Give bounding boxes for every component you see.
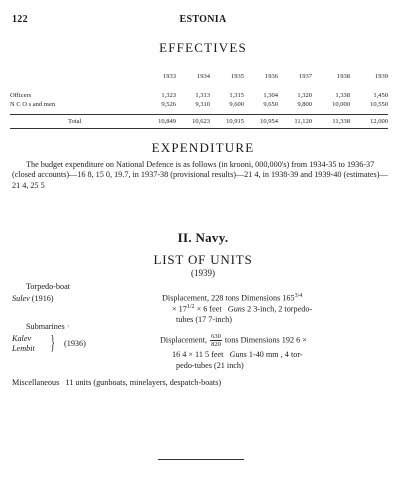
desc-text: tons Dimensions 192 6 × [224,335,307,345]
list-of-units-title: LIST OF UNITS [153,252,253,267]
desc-text: Displacement, 228 tons Dimensions 165 [162,293,295,303]
table-cell: 11,120 [278,115,312,129]
misc-label: Miscellaneous [12,378,60,387]
table-cell: 9,526 [161,101,176,108]
torpedo-boat-name-line [12,294,54,303]
expenditure-paragraph: The budget expenditure on National Defence is as follows (in krooni, 000,000's) from 1934-35 to 1936-37 (closed accounts)—16 8, 15 0, 19.7, in 1937-38 (provisional results)—21 4, in 1938-39 and 1939-40 (estimates)—21 4, 25 5 [12,160,388,190]
row-label: N C O s and men [10,101,55,108]
year-cell: 1934 [197,73,210,80]
table-cell: 11,338 [312,115,350,129]
torpedo-boat-desc-line1 [162,293,302,303]
expenditure-title: EXPENDITURE [151,140,255,155]
submarines-desc-line2 [172,350,303,359]
fraction: 3/4 [294,293,303,299]
table-row [10,91,388,100]
list-year: (1939) [191,268,215,278]
fraction-numerator: 630 [211,333,221,340]
submarine-name: Kalev [12,334,32,343]
table-cell: 10,954 [244,115,278,129]
displacement-fraction [210,333,222,348]
table-cell: 1,304 [263,92,278,99]
desc-text: Displacement, [160,335,208,345]
torpedo-boat-desc-line3: tubes (17 7-inch) [176,315,232,324]
table-cell: 9,650 [263,101,278,108]
table-cell: 9,310 [195,101,210,108]
misc-text: 11 units (gunboats, minelayers, despatch-boats) [65,378,222,387]
guns-label: Guns [229,350,247,359]
desc-text: 1-40 mm , 4 tor- [248,350,303,359]
fraction-denominator: 820 [211,341,221,348]
year-cell: 1937 [299,73,312,80]
year-header-row [10,72,388,81]
submarines-category: Submarines · [26,322,70,331]
miscellaneous-line [12,378,221,387]
table-cell: 9,600 [229,101,244,108]
table-cell: 1,313 [195,92,210,99]
submarine-name-kalev [12,334,31,343]
table-cell: 1,315 [229,92,244,99]
running-title: ESTONIA [179,14,227,25]
table-cell: 1,323 [161,92,176,99]
table-cell: 10,550 [370,101,388,108]
torpedo-boat-category: Torpedo-boat [26,282,70,291]
closing-rule [158,459,244,460]
year-cell: 1935 [231,73,244,80]
year-cell: 1939 [375,73,388,80]
year-cell: 1933 [163,73,176,80]
row-label: Officers [10,92,32,99]
desc-text: × 17 [172,304,187,314]
navy-section-title: II. Navy. [177,230,229,245]
desc-text: 16 4 × 11 5 feet [172,350,224,359]
torpedo-boat-year: (1916) [31,294,54,303]
page-number: 122 [12,14,28,25]
row-label: Total [10,115,142,129]
submarines-desc-line3: pedo-tubes (21 inch) [176,361,244,370]
torpedo-boat-desc-line2 [172,304,312,314]
effectives-table [10,72,388,129]
table-cell: 10,915 [210,115,244,129]
table-cell: 9,800 [297,101,312,108]
table-cell: 1,338 [335,92,350,99]
table-cell: 1,450 [373,92,388,99]
desc-text: 2 3-inch, 2 torpedo- [247,304,313,314]
table-cell: 12,000 [350,115,388,129]
fraction: 1/2 [186,304,195,310]
total-row [10,115,388,129]
torpedo-boat-name: Sulev [12,294,30,303]
submarine-name-lembit [12,344,35,353]
table-cell: 1,320 [297,92,312,99]
desc-text: × 6 feet [196,304,222,314]
guns-label: Guns [227,304,246,314]
table-cell: 10,000 [332,101,350,108]
effectives-title: EFFECTIVES [159,40,247,55]
year-cell: 1938 [337,73,350,80]
table-cell: 10,623 [176,115,210,129]
submarines-year: (1936) [64,339,86,348]
year-cell: 1936 [265,73,278,80]
table-cell: 10,849 [142,115,176,129]
table-row [10,100,388,109]
brace: } [50,332,55,354]
submarines-desc-line1 [160,333,307,348]
submarine-name: Lembit [12,344,35,353]
